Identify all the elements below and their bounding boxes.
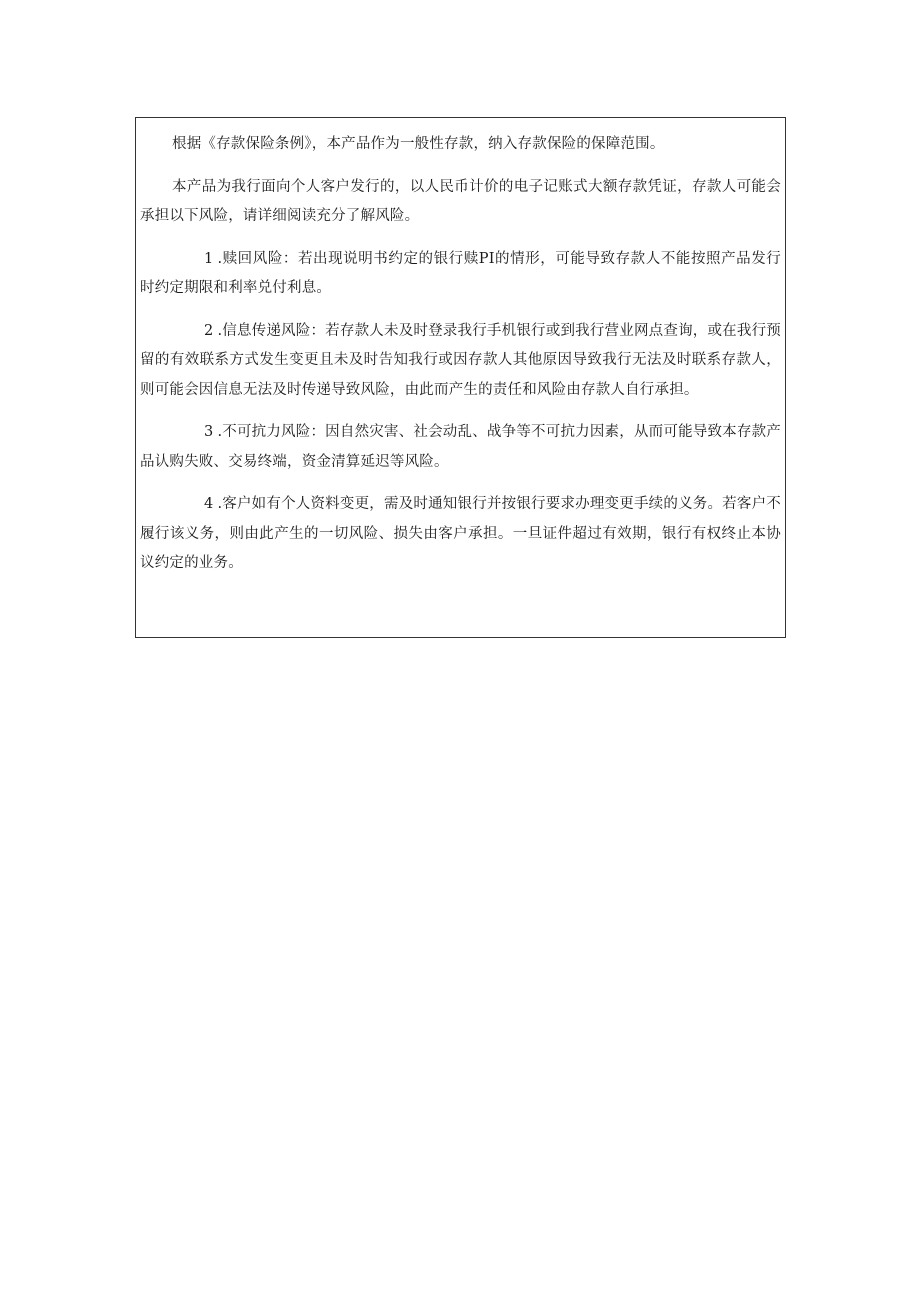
redemption-risk-paragraph <box>140 245 781 304</box>
deposit-insurance-paragraph <box>140 130 781 160</box>
risk-disclosure-box <box>135 117 786 638</box>
paragraph-text: .赎回风险：若出现说明书约定的银行赎PI的情形，可能导致存款人不能按照产品发行时约定期限和利率兑付利息。 <box>140 250 781 296</box>
personal-data-paragraph <box>140 490 781 579</box>
item-number: 1 <box>204 250 214 267</box>
paragraph-text: .信息传递风险：若存款人未及时登录我行手机银行或到我行营业网点查询，或在我行预留的有效联系方式发生变更且未及时告知我行或因存款人其他原因导致我行无法及时联系存款人，则可能会因信息无法及时传递导致风险，由此而产生的责任和风险由存款人自行承担。 <box>140 322 781 398</box>
information-risk-paragraph <box>140 317 781 406</box>
paragraph-text: 根据《存款保险条例》，本产品作为一般性存款，纳入存款保险的保障范围。 <box>172 136 665 152</box>
item-number: 2 <box>204 322 214 339</box>
paragraph-text: 本产品为我行面向个人客户发行的，以人民币计价的电子记账式大额存款凭证，存款人可能会承担以下风险，请详细阅读充分了解风险。 <box>140 178 781 224</box>
paragraph-text: .客户如有个人资料变更，需及时通知银行并按银行要求办理变更手续的义务。若客户不履行该义务，则由此产生的一切风险、损失由客户承担。一旦证件超过有效期，银行有权终止本协议约定的业务。 <box>140 496 781 571</box>
item-number: 3 <box>204 424 214 440</box>
force-majeure-risk-paragraph <box>140 418 781 477</box>
item-number: 4 <box>204 496 214 512</box>
product-intro-paragraph <box>140 173 781 232</box>
paragraph-text: .不可抗力风险：因自然灾害、社会动乱、战争等不可抗力因素，从而可能导致本存款产品认购失败、交易终端，资金清算延迟等风险。 <box>140 424 781 470</box>
